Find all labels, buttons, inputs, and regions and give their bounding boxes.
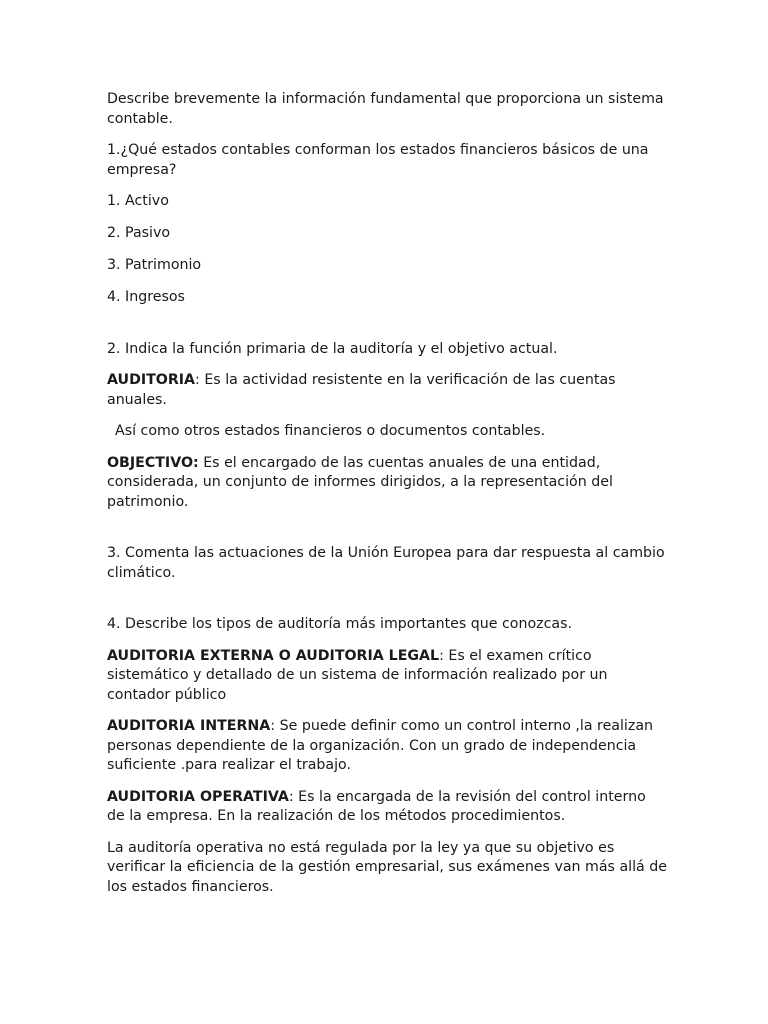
interna-definition <box>107 717 667 776</box>
question-3: 3. Comenta las actuaciones de la Unión Europea para dar respuesta al cambio climático. <box>107 545 665 581</box>
question-1: 1.¿Qué estados contables conforman los estados financieros básicos de una empresa? <box>107 142 649 178</box>
objetivo-definition <box>107 454 667 513</box>
intro-paragraph: Describe brevemente la información fundamental que proporciona un sistema contable. <box>107 91 664 127</box>
question-2: 2. Indica la función primaria de la auditoría y el objetivo actual. <box>107 340 558 357</box>
interna-text: : Se puede definir como un control interno ,la realizan personas dependiente de la organización. Con un grado de independencia suficiente .para realizar el trabajo. <box>107 718 654 773</box>
objetivo-text: Es el encargado de las cuentas anuales de una entidad, considerada, un conjunto de informes dirigidos, a la representación del patrimonio. <box>107 454 613 510</box>
objetivo-label: OBJECTIVO: <box>107 454 199 471</box>
auditoria-label: AUDITORIA <box>107 372 196 388</box>
externa-text: : Es el examen crítico sistemático y detallado de un sistema de información realizado por un contador público <box>107 647 608 703</box>
auditoria-definition <box>107 371 667 410</box>
interna-label: AUDITORIA INTERNA <box>107 718 271 734</box>
operativa-text: : Es la encargada de la revisión del control interno de la empresa. En la realización de los métodos procedimientos. <box>107 788 646 824</box>
list-item-patrimonio: 3. Patrimonio <box>107 257 202 273</box>
list-item-ingresos: 4. Ingresos <box>107 289 185 305</box>
externa-definition <box>107 647 667 706</box>
closing-paragraph: La auditoría operativa no está regulada por la ley ya que su objetivo es verificar la eficiencia de la gestión empresarial, sus exámenes van más allá de los estados financieros. <box>107 839 667 895</box>
operativa-definition <box>107 788 667 827</box>
auditoria-continuation: Así como otros estados financieros o documentos contables. <box>115 423 546 439</box>
list-item-activo: 1. Activo <box>107 193 169 209</box>
externa-label: AUDITORIA EXTERNA O AUDITORIA LEGAL <box>107 647 440 664</box>
list-item-pasivo: 2. Pasivo <box>107 225 171 241</box>
operativa-label: AUDITORIA OPERATIVA <box>107 788 289 805</box>
question-4: 4. Describe los tipos de auditoría más importantes que conozcas. <box>107 616 572 632</box>
auditoria-text: : Es la actividad resistente en la verificación de las cuentas anuales. <box>107 372 616 408</box>
document-page <box>107 90 667 909</box>
